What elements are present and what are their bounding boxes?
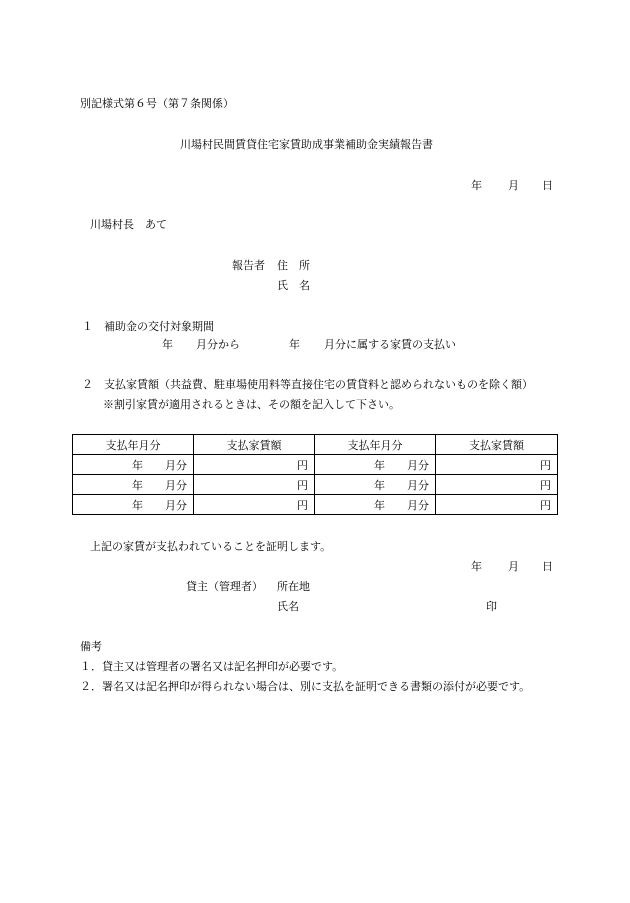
certification-statement: 上記の家賃が支払われていることを証明します。 [90,540,332,553]
rent-amount-cell[interactable]: 円 [436,455,558,475]
pay-month-cell[interactable] [315,455,436,475]
col-header-pay-month-1: 支払年月分 [73,435,194,455]
rent-amount-cell[interactable]: 円 [194,495,315,515]
year-unit: 年 [374,458,385,472]
year-unit: 年 [132,498,143,512]
pay-month-cell[interactable] [73,455,194,475]
month-unit: 月分 [407,458,429,472]
year-unit: 年 [374,498,385,512]
table-row [73,455,558,475]
pay-month-cell[interactable] [315,495,436,515]
table-header-row [73,435,558,455]
col-header-pay-month-2: 支払年月分 [315,435,436,455]
rent-amount-cell[interactable]: 円 [436,495,558,515]
addressee: 川場村長 あて [90,218,167,231]
pay-month-cell[interactable] [73,475,194,495]
remarks-item: １．貸主又は管理者の署名又は記名押印が必要です。 [80,660,344,673]
period-from-month: 月分から [196,338,240,351]
date-day: 日 [542,179,553,192]
year-unit: 年 [374,478,385,492]
remarks-item: ２．署名又は記名押印が得られない場合は、別に支払を証明できる書類の添付が必要です。 [80,680,531,693]
seal-mark: 印 [486,600,497,613]
period-from-year: 年 [162,338,173,351]
landlord-name-label: 氏名 [277,600,299,613]
landlord-location-label: 所在地 [277,580,310,593]
date-year: 年 [471,179,482,192]
remarks-heading: 備考 [80,640,102,653]
month-unit: 月分 [165,458,187,472]
pay-month-cell[interactable] [315,475,436,495]
cert-date-year: 年 [471,560,482,573]
period-to-month: 月分に属する家賃の支払い [324,338,456,351]
reporter-label: 報告者 [232,259,265,272]
rent-amount-cell[interactable]: 円 [436,475,558,495]
month-unit: 月分 [165,478,187,492]
reporter-address-label: 住 所 [277,259,310,272]
section2-note: ※割引家賃が適用されるときは、その額を記入して下さい。 [103,398,400,411]
month-unit: 月分 [407,478,429,492]
section2-heading: ２ 支払家賃額（共益費、駐車場使用料等直接住宅の賃貸料と認められないものを除く額） [82,378,533,391]
cert-date-month: 月 [508,560,519,573]
month-unit: 月分 [407,498,429,512]
table-row [73,495,558,515]
form-id: 別記様式第６号（第７条関係） [80,97,234,110]
rent-amount-cell[interactable]: 円 [194,475,315,495]
date-month: 月 [508,179,519,192]
document-title: 川場村民間賃貸住宅家賃助成事業補助金実績報告書 [180,138,433,151]
rent-amount-cell[interactable]: 円 [194,455,315,475]
reporter-name-label: 氏 名 [277,279,310,292]
year-unit: 年 [132,478,143,492]
col-header-rent-amount-1: 支払家賃額 [194,435,315,455]
period-to-year: 年 [289,338,300,351]
col-header-rent-amount-2: 支払家賃額 [436,435,558,455]
landlord-label: 貸主（管理者） [186,580,263,593]
year-unit: 年 [132,458,143,472]
rent-payment-table [72,434,558,515]
cert-date-day: 日 [542,560,553,573]
pay-month-cell[interactable] [73,495,194,515]
section1-heading: １ 補助金の交付対象期間 [82,320,214,333]
table-row [73,475,558,495]
month-unit: 月分 [165,498,187,512]
